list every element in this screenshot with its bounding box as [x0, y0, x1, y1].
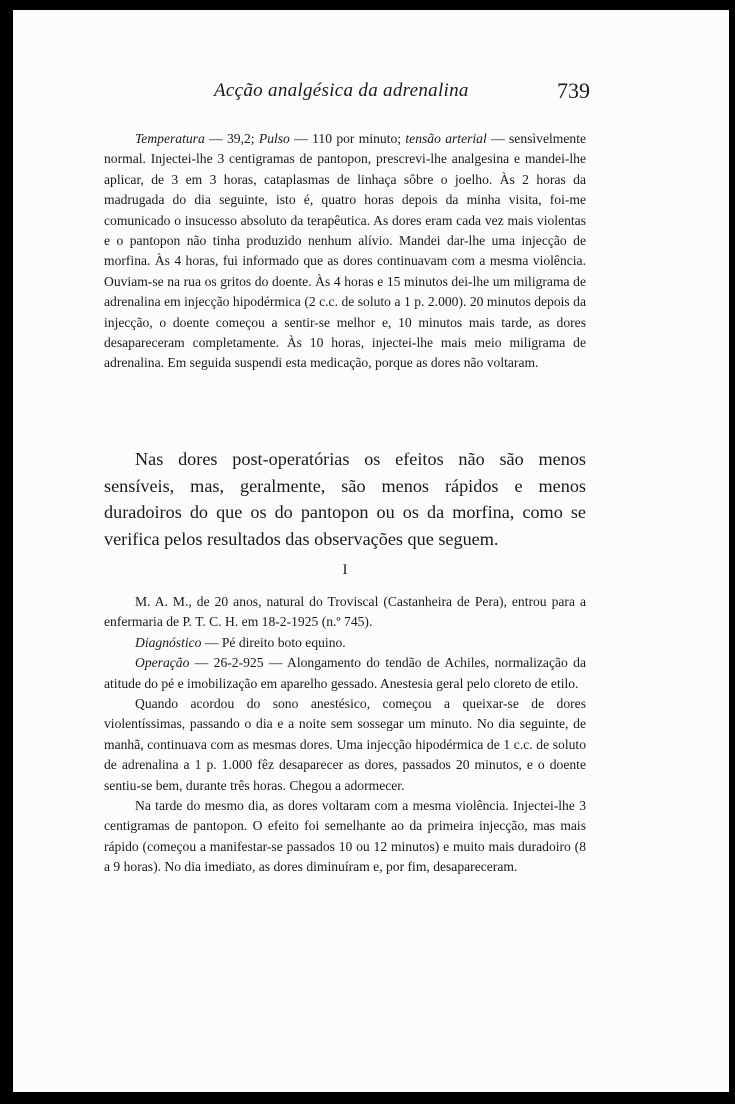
value-pulse: — 110 por minuto;: [289, 131, 406, 146]
operation-text: — 26-2-925 — Alongamento do tendão de Achiles, normalização da atitude do pé e imobilização em aparelho gessado. Anestesia geral pelo cloreto de etilo.: [104, 655, 586, 691]
operation-label: Operação: [135, 655, 190, 671]
section-number: I: [342, 562, 348, 578]
operation-line: [104, 653, 586, 694]
large-paragraph: Nas dores post-operatórias os efeitos não são menos sensíveis, mas, geralmente, são menos rápidos e menos duradoiros do que os do pantopon ou os da morfina, como se verifica pelos resultados das observações que seguem.: [104, 449, 586, 549]
page-number: 739: [557, 78, 590, 103]
running-title: Acção analgésica da adrenalina: [214, 80, 469, 101]
running-header: [104, 78, 590, 108]
paragraph-body: — sensìvelmente normal. Injectei-lhe 3 centigramas de pantopon, prescrevi-lhe analgesina e mandei-lhe aplicar, de 3 em 3 horas, cataplasmas de linhaça sôbre o joelho. Às 2 horas da madrugada do dia seguinte, isto é, quatro horas depois da minha visita, foi-me comunicado o insucesso absoluto da terapêutica. As dores eram cada vez mais violentas e o pantopon não tinha produzido nenhum alívio. Mandei dar-lhe uma injecção de morfina. Às 4 horas, fui informado que as dores continuavam com a mesma violência. Ouviam-se na rua os gritos do doente. Às 4 horas e 15 minutos dei-lhe um miligrama de adrenalina em injecção hipodérmica (2 c.c. de soluto a 1 p. 2.000). 20 minutos depois da injecção, o doente começou a sentir-se melhor e, 10 minutos mais tarde, as dores desapareceram completamente. Às 10 horas, injectei-lhe mais meio miligrama de adrenalina. Em seguida suspendi esta medicação, porque as dores não voltaram.: [104, 131, 587, 371]
label-temperature: Temperatura: [135, 131, 205, 146]
diagnosis-line: [104, 633, 586, 653]
case-continuation: [104, 129, 586, 374]
case-intro: M. A. M., de 20 anos, natural do Troviscal (Castanheira de Pera), entrou para a enfermaria de P. T. C. H. em 18-2-1925 (n.º 745).: [104, 594, 586, 630]
label-tension: tensão arterial: [405, 131, 487, 146]
diagnosis-text: — Pé direito boto equino.: [201, 634, 346, 650]
book-page: [13, 10, 729, 1092]
paragraph-afternoon: Na tarde do mesmo dia, as dores voltaram com a mesma violência. Injectei-lhe 3 centigramas de pantopon. O efeito foi semelhante ao da primeira injecção, mas mais rápido (começou a manifestar-se passados 10 ou 12 minutos) e muito mais duradoiro (8 a 9 horas). No dia imediato, as dores diminuíram e, por fim, desapareceram.: [104, 798, 586, 875]
paragraph-temperature: [104, 129, 586, 374]
case-report: [104, 592, 586, 878]
paragraph-awake: Quando acordou do sono anestésico, começou a queixar-se de dores violentíssimas, passando o dia e a noite sem sossegar um minuto. No dia seguinte, de manhã, continuava com as mesmas dores. Uma injecção hipodérmica de 1 c.c. de soluto de adrenalina a 1 p. 1.000 fêz desaparecer as dores, passados 20 minutos, e o doente sentiu-se bem, durante três horas. Chegou a adormecer.: [104, 696, 586, 793]
value-temperature: — 39,2;: [204, 131, 259, 146]
label-pulse: Pulso: [258, 131, 290, 146]
diagnosis-label: Diagnóstico: [135, 634, 202, 650]
